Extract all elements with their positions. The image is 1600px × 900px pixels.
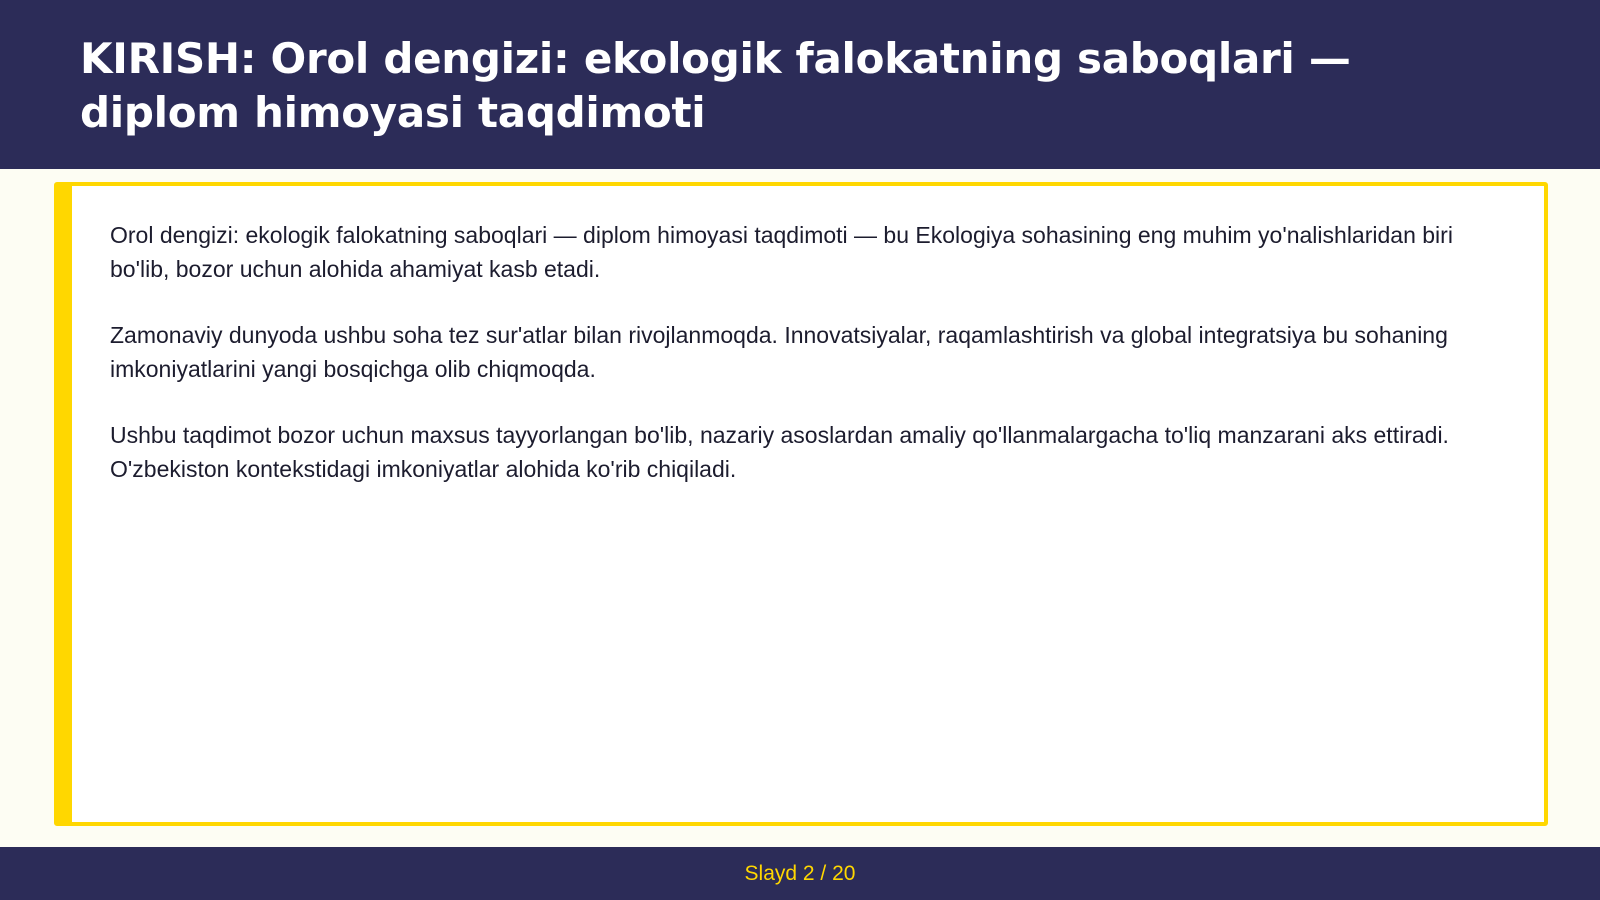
paragraph-2: Zamonaviy dunyoda ushbu soha tez sur'atlar bilan rivojlanmoqda. Innovatsiyalar, raqamlashtirish va global integratsiya bu sohaning imkoniyatlarini yangi bosqichga olib chiqmoqda.	[110, 322, 1448, 382]
slide-header	[0, 0, 1600, 169]
paragraph-3: Ushbu taqdimot bozor uchun maxsus tayyorlangan bo'lib, nazariy asoslardan amaliy qo'llanmalargacha to'liq manzarani aks ettiradi. O'zbekiston kontekstidagi imkoniyatlar alohida ko'rib chiqiladi.	[110, 422, 1449, 482]
slide-title: KIRISH: Orol dengizi: ekologik falokatning saboqlari — diplom himoyasi taqdimoti	[80, 34, 1351, 137]
content-card	[54, 182, 1548, 826]
slide-number: Slayd 2 / 20	[744, 861, 856, 885]
paragraph-1: Orol dengizi: ekologik falokatning saboqlari — diplom himoyasi taqdimoti — bu Ekologiya sohasining eng muhim yo'nalishlaridan biri bo'lib, bozor uchun alohida ahamiyat kasb etadi.	[110, 222, 1453, 282]
slide-footer	[0, 847, 1600, 900]
